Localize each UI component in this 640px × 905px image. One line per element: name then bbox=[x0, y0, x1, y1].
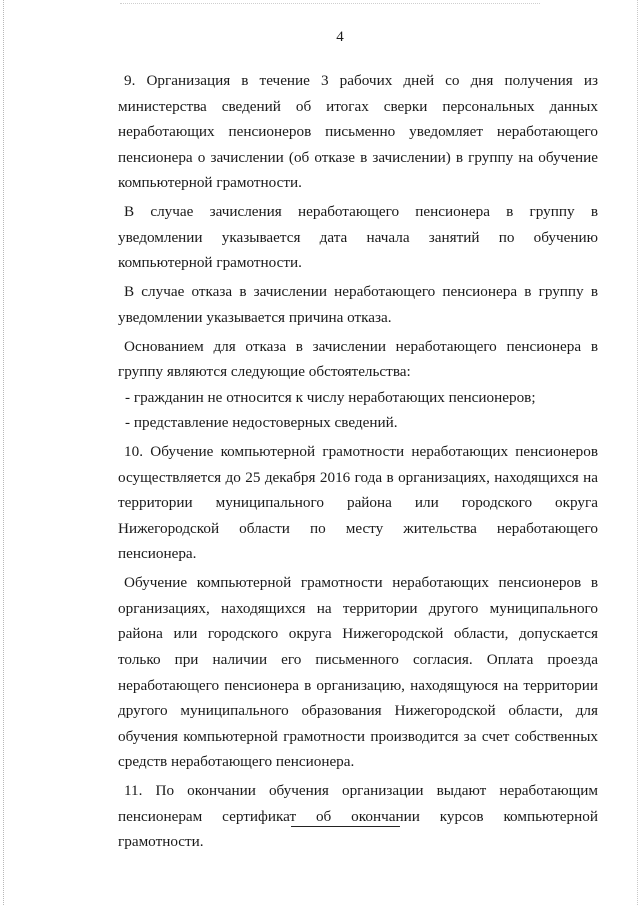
paragraph-item-10: 10. Обучение компьютерной грамотности неработающих пенсионеров осуществляется до 25 декабря 2016 года в организациях, находящихся на территории муниципального района или городского округа Нижегородской области по месту жительства неработающего пенсионера. bbox=[118, 443, 598, 563]
page-number: 4 bbox=[336, 29, 344, 45]
scan-edge-left bbox=[3, 0, 4, 905]
paragraph-refusal-grounds: Основанием для отказа в зачислении неработающего пенсионера в группу являются следующие обстоятельства: bbox=[118, 337, 598, 381]
scan-edge-top bbox=[120, 3, 540, 4]
end-of-document-rule bbox=[291, 826, 400, 827]
document-body bbox=[118, 68, 598, 858]
paragraph-refusal-notice: В случае отказа в зачислении неработающего пенсионера в группу в уведомлении указывается причина отказа. bbox=[118, 283, 598, 326]
paragraph-other-municipality: Обучение компьютерной грамотности неработающих пенсионеров в организациях, находящихся на территории другого муниципального района или городского округа Нижегородской области, допускается только при наличии его письменного согласия. Оплата проезда неработающего пенсионера в организацию, находящуюся на территории другого муниципального образования Нижегородской области, для обучения компьютерной грамотности производится за счет собственных средств неработающего пенсионера. bbox=[118, 574, 598, 771]
paragraph-item-11: 11. По окончании обучения организации выдают неработающим пенсионерам сертификат об окончании курсов компьютерной грамотности. bbox=[118, 782, 598, 851]
list-item-not-pensioner: - гражданин не относится к числу неработающих пенсионеров; bbox=[125, 388, 536, 406]
scan-edge-right bbox=[637, 0, 638, 905]
paragraph-enrollment-notice: В случае зачисления неработающего пенсионера в группу в уведомлении указывается дата начала занятий по обучению компьютерной грамотности. bbox=[118, 203, 598, 272]
list-item-false-info: - представление недостоверных сведений. bbox=[125, 414, 398, 432]
paragraph-item-9: 9. Организация в течение 3 рабочих дней со дня получения из министерства сведений об итогах сверки персональных данных неработающих пенсионеров письменно уведомляет неработающего пенсионера о зачислении (об отказе в зачислении) в группу на обучение компьютерной грамотности. bbox=[118, 72, 598, 192]
